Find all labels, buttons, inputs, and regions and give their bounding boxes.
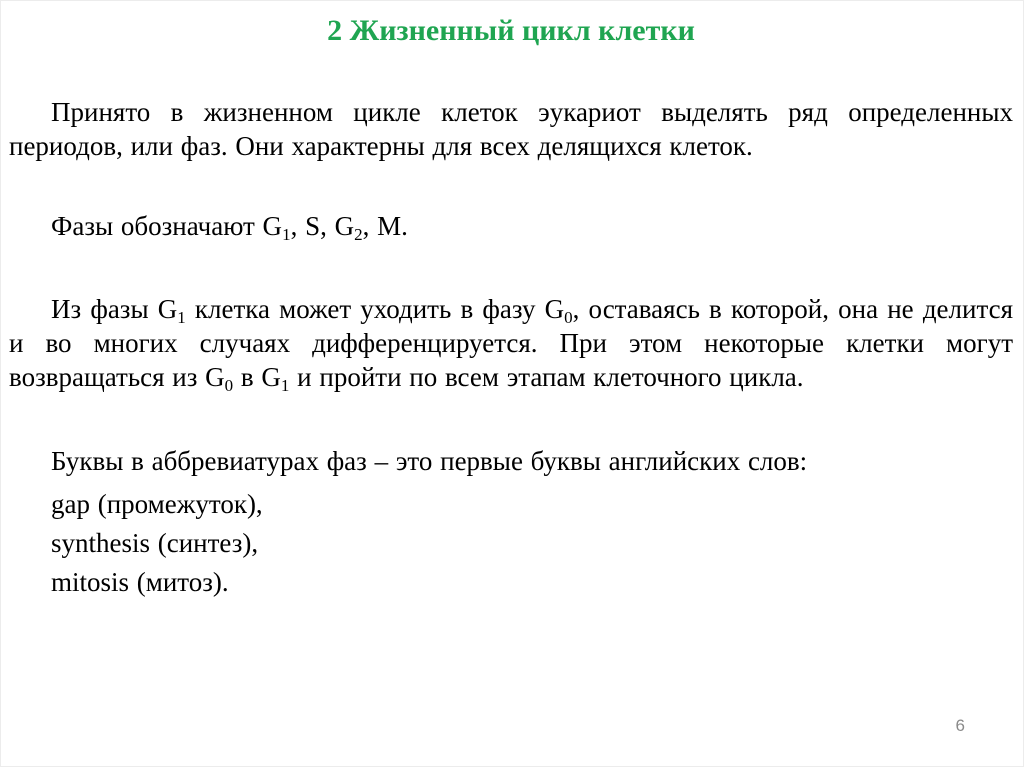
- list-item-gap: gap (промежуток),: [51, 489, 263, 519]
- paragraph-letters: Буквы в аббревиатурах фаз – это первые буквы английских слов:: [51, 446, 808, 476]
- paragraph-g0: Из фазы $G_1$ клетка может уходить в фазу $G_0$, оставаясь в которой, она не делится и во многих случаях дифференцируется. При этом некоторые клетки могут возвращаться из $G_0$ в $G_1$ и пройти по всем этапам клеточного цикла.: [9, 294, 1013, 395]
- page-number: 6: [955, 716, 965, 735]
- paragraph-intro: Принято в жизненном цикле клеток эукариот выделять ряд определенных периодов, или фаз. Они характерны для всех делящихся клеток.: [9, 97, 1013, 161]
- paragraph-phases: Фазы обозначают $G_1$, S, $G_2$, M.: [51, 211, 408, 244]
- list-item-synthesis: synthesis (синтез),: [51, 528, 259, 558]
- slide-content: [1, 1, 1023, 599]
- slide-title: 2 Жизненный цикл клетки: [327, 14, 695, 47]
- list-item-mitosis: mitosis (митоз).: [51, 567, 229, 597]
